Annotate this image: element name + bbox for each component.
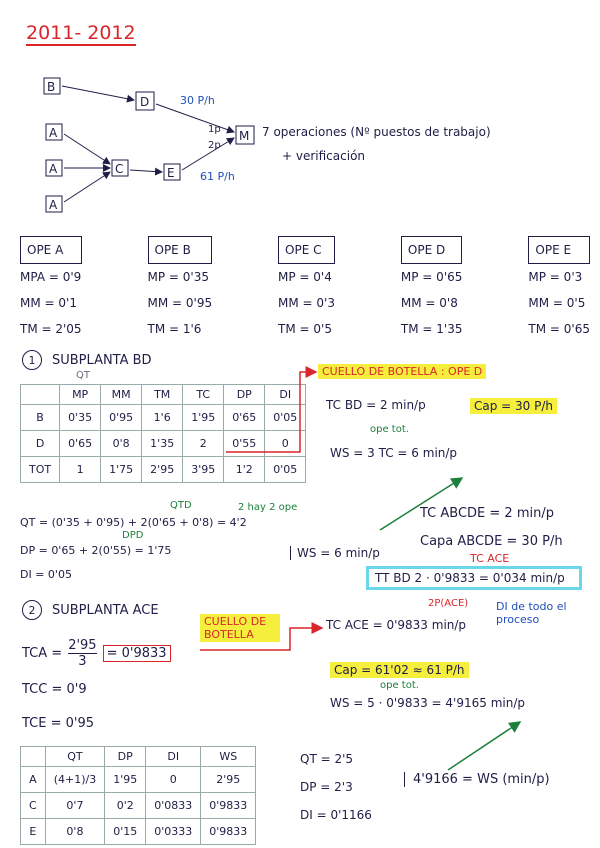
arrow-to-bottleneck-bd — [226, 372, 316, 452]
table-cell: 1'95 — [183, 405, 224, 431]
s2-header: WS — [201, 747, 256, 767]
s1-header: DP — [224, 385, 265, 405]
svg-text:A: A — [49, 126, 58, 140]
operation-tm: TM = 2'05 — [20, 322, 82, 336]
tca-den: 3 — [78, 654, 87, 669]
bottleneck-ace-label: CUELLO DE BOTELLA — [200, 614, 280, 642]
svg-text:61 P/h: 61 P/h — [200, 170, 235, 183]
operation-mm: MM = 0'5 — [528, 296, 586, 310]
dp-note-label: DPD — [122, 530, 144, 541]
qt-formula: QT = (0'35 + 0'95) + 2(0'65 + 0'8) = 4'2 — [20, 516, 247, 529]
s1-header: MM — [101, 385, 142, 405]
qt-note-label: QTD — [170, 500, 192, 511]
tc-ace-label: TC ACE — [470, 552, 510, 565]
operation-mp: MP = 0'4 — [278, 270, 332, 284]
ope-tot-1: ope tot. — [370, 424, 409, 435]
table-cell: 0'7 — [45, 793, 105, 819]
arrow-ace-to-ws — [448, 722, 520, 770]
section-title: SUBPLANTA ACE — [52, 602, 159, 618]
bottleneck-bd-label: CUELLO DE BOTELLA : OPE D — [318, 364, 486, 379]
section-number: 2 — [22, 600, 42, 620]
operation-mp: MP = 0'35 — [147, 270, 209, 284]
svg-text:E: E — [167, 166, 175, 180]
table-cell: TOT — [21, 457, 60, 483]
operation-tm: TM = 0'65 — [528, 322, 590, 336]
arrow-bd-to-total — [380, 478, 462, 530]
tca-result: = 0'9833 — [103, 645, 171, 662]
ws-bd-line: WS = 3 TC = 6 min/p — [330, 446, 458, 460]
s2-header: QT — [45, 747, 105, 767]
table-cell: 1 — [60, 457, 101, 483]
cap-abcde: Capa ABCDE = 30 P/h — [420, 534, 563, 549]
table-cell: 3'95 — [183, 457, 224, 483]
table-cell: (4+1)/3 — [45, 767, 105, 793]
tca-lhs: TCA = — [22, 646, 63, 661]
svg-text:D: D — [140, 95, 150, 109]
operation-name: OPE C — [278, 236, 335, 264]
s2-header: DP — [105, 747, 146, 767]
table-cell: 0'35 — [60, 405, 101, 431]
table-cell: 0'0333 — [146, 819, 201, 845]
tc-ace: TC ACE = 0'9833 min/p — [326, 618, 467, 632]
svg-text:M: M — [239, 129, 250, 143]
operation-mm: MM = 0'95 — [147, 296, 213, 310]
table-cell: 0'8 — [45, 819, 105, 845]
tcc: TCC = 0'9 — [22, 682, 87, 697]
table-cell: B — [21, 405, 60, 431]
svg-text:A: A — [49, 198, 58, 212]
s1-header: DI — [265, 385, 306, 405]
table-cell: 2 — [183, 431, 224, 457]
dp-formula: DP = 0'65 + 2(0'55) = 1'75 — [20, 544, 172, 557]
di-ace: DI = 0'1166 — [300, 808, 372, 822]
table-cell: C — [21, 793, 46, 819]
svg-text:30 P/h: 30 P/h — [180, 94, 215, 107]
table-cell: A — [21, 767, 46, 793]
s1-header: TM — [142, 385, 183, 405]
operation-tm: TM = 1'6 — [147, 322, 202, 336]
table-cell: 1'35 — [142, 431, 183, 457]
dp-ace: DP = 2'3 — [300, 780, 353, 794]
operation-tm: TM = 1'35 — [400, 322, 463, 336]
table-cell: D — [21, 431, 60, 457]
di-formula: DI = 0'05 — [20, 568, 72, 581]
svg-text:A: A — [49, 162, 58, 176]
table-cell: 0'15 — [105, 819, 146, 845]
qt-label: QT — [76, 370, 90, 381]
table-cell: 1'6 — [142, 405, 183, 431]
table-cell: 1'75 — [101, 457, 142, 483]
operation-tm: TM = 0'5 — [278, 322, 332, 336]
table-cell: 0'95 — [101, 405, 142, 431]
table-cell: 0'65 — [60, 431, 101, 457]
qt-note: 2 hay 2 ope — [238, 502, 298, 513]
table-cell: 0'05 — [265, 457, 306, 483]
table-cell: 0 — [146, 767, 201, 793]
operation-mm: MM = 0'3 — [278, 296, 335, 310]
cap-bd: Cap = 30 P/h — [470, 398, 557, 414]
operation-name: OPE B — [148, 236, 213, 264]
table-cell: 0'05 — [265, 405, 306, 431]
table-cell: 0'65 — [224, 405, 265, 431]
section-number: 1 — [22, 350, 42, 370]
s2-header: DI — [146, 747, 201, 767]
ws-brace: WS = 6 min/p — [290, 546, 380, 560]
svg-text:1p: 1p — [208, 124, 221, 135]
table-cell: 0'9833 — [201, 793, 256, 819]
svg-text:B: B — [47, 80, 56, 94]
operation-mp: MP = 0'65 — [400, 270, 463, 284]
arrow-to-bottleneck-ace — [200, 628, 322, 650]
svg-text:C: C — [115, 162, 124, 176]
cap-ace: Cap = 61'02 ≈ 61 P/h — [330, 662, 469, 678]
table-cell: 0'8 — [101, 431, 142, 457]
table-cell: 2'95 — [201, 767, 256, 793]
table-cell: 0'9833 — [201, 819, 256, 845]
s1-header: TC — [183, 385, 224, 405]
section-title: SUBPLANTA BD — [52, 352, 152, 368]
ws-sum: 4'9166 = WS (min/p) — [404, 772, 550, 787]
svg-text:2p: 2p — [208, 140, 221, 151]
svg-text:7 operaciones (Nº puestos de t: 7 operaciones (Nº puestos de trabajo) — [262, 125, 491, 139]
pi-line: TT BD 2 · 0'9833 = 0'034 min/p — [366, 566, 582, 590]
table-cell: 1'2 — [224, 457, 265, 483]
operation-name: OPE D — [401, 236, 463, 264]
tc-abcde: TC ABCDE = 2 min/p — [420, 506, 554, 521]
operation-mm: MM = 0'8 — [400, 296, 458, 310]
tca-num: 2'95 — [68, 638, 97, 653]
qt-ace: QT = 2'5 — [300, 752, 354, 766]
di-whole-process: DI de todo el proceso — [496, 600, 567, 626]
two-p-ace: 2P(ACE) — [428, 598, 469, 609]
table-cell: 1'95 — [105, 767, 146, 793]
table-cell: 2'95 — [142, 457, 183, 483]
ws-ace-line: WS = 5 · 0'9833 = 4'9165 min/p — [330, 696, 525, 710]
operation-name: OPE E — [528, 236, 590, 264]
page-title: 2011- 2012 — [26, 22, 136, 44]
table-cell: 0'55 — [224, 431, 265, 457]
operation-name: OPE A — [20, 236, 82, 264]
tc-bd: TC BD = 2 min/p — [326, 398, 426, 412]
operation-mp: MP = 0'3 — [528, 270, 583, 284]
ope-tot-2: ope tot. — [380, 680, 419, 691]
table-cell: 0'2 — [105, 793, 146, 819]
table-cell: 0 — [265, 431, 306, 457]
table-cell: E — [21, 819, 46, 845]
svg-text:+ verificación: + verificación — [282, 149, 366, 163]
operation-mm: MM = 0'1 — [20, 296, 77, 310]
tce: TCE = 0'95 — [22, 716, 95, 731]
operation-mp: MPA = 0'9 — [20, 270, 82, 284]
s1-header: MP — [60, 385, 101, 405]
table-cell: 0'0833 — [146, 793, 201, 819]
